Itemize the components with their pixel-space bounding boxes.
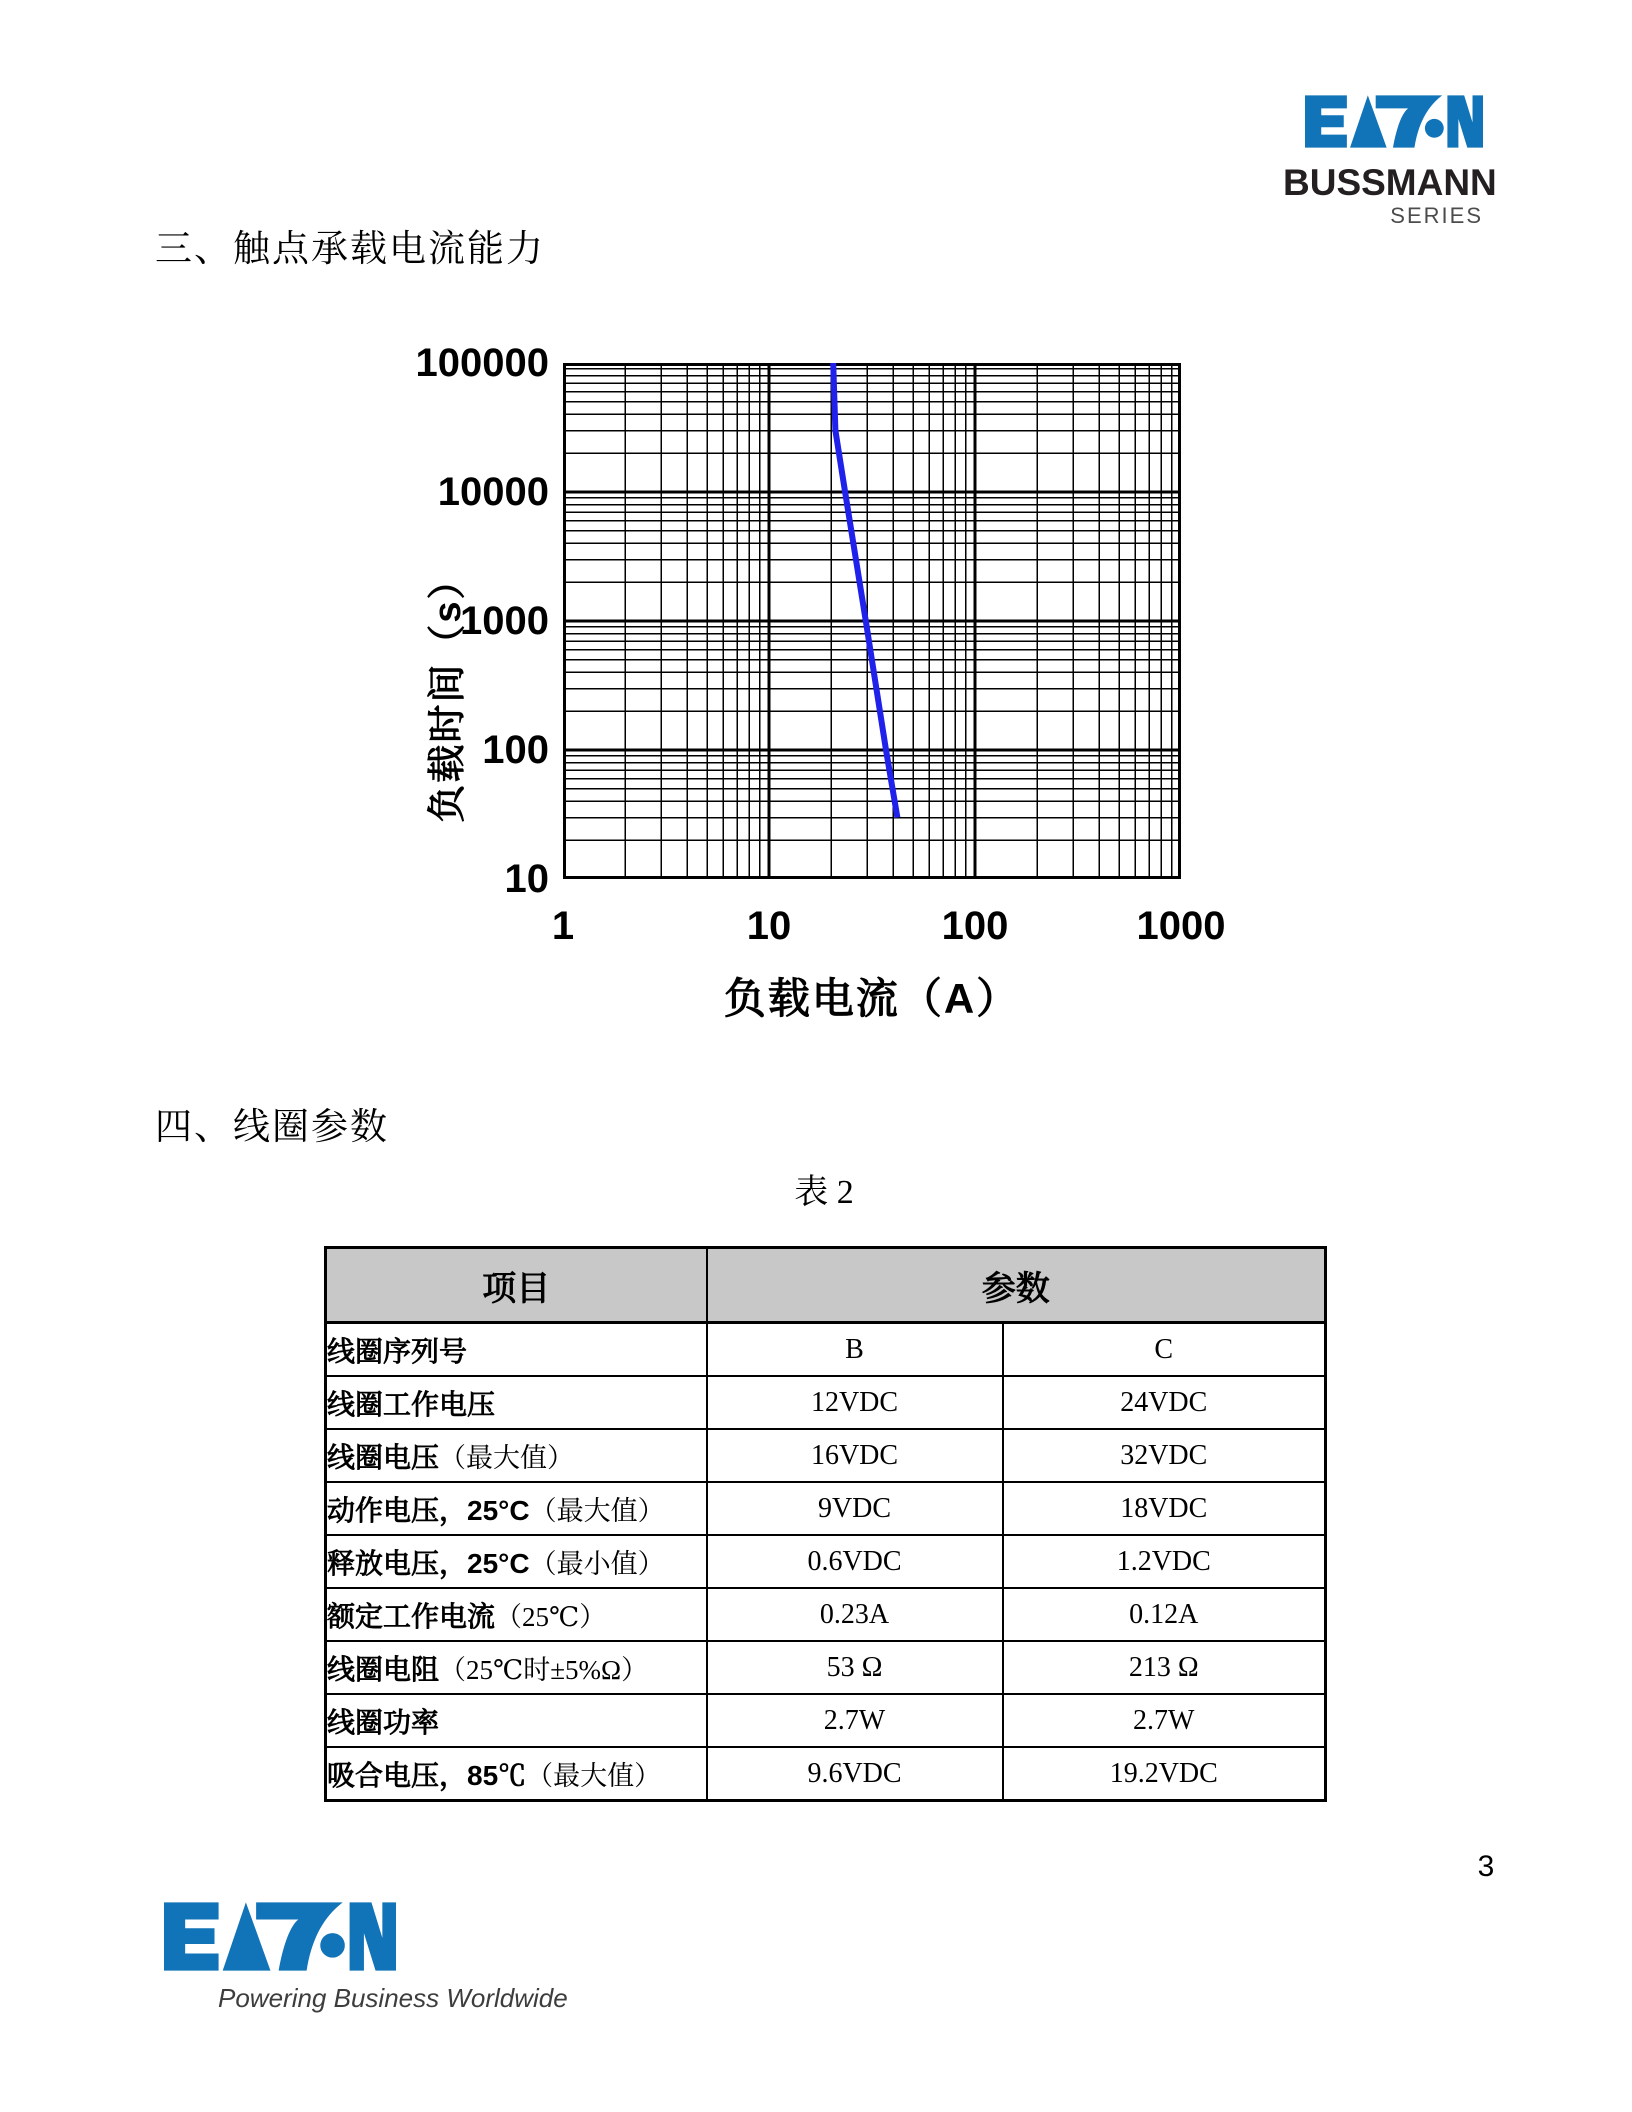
table-row — [326, 1535, 1326, 1588]
chart-x-axis-title: 负载电流（A） — [723, 975, 1021, 1022]
value-coil-c: 32VDC — [1003, 1429, 1326, 1482]
value-coil-c: 2.7W — [1003, 1694, 1326, 1747]
value-coil-c: 213 Ω — [1003, 1641, 1326, 1694]
table-row — [326, 1694, 1326, 1747]
bussmann-wordmark: BUSSMANN — [1283, 162, 1497, 203]
x-tick-label: 10 — [746, 904, 792, 948]
row-label: 线圈序列号 — [326, 1323, 707, 1377]
value-coil-b: 2.7W — [707, 1694, 1003, 1747]
row-label: 线圈电阻（25℃时±5%Ω） — [326, 1641, 707, 1694]
chart-y-axis-title: 负载时间（s） — [427, 559, 469, 823]
y-tick-label: 10 — [504, 857, 549, 901]
table-row — [326, 1641, 1326, 1694]
value-coil-c: C — [1003, 1323, 1326, 1377]
bussmann-brand-block — [1283, 95, 1497, 228]
eaton-footer-block — [164, 1902, 584, 2014]
value-coil-c: 19.2VDC — [1003, 1747, 1326, 1801]
table-header-item: 项目 — [326, 1248, 707, 1323]
value-coil-b: 16VDC — [707, 1429, 1003, 1482]
value-coil-b: 12VDC — [707, 1376, 1003, 1429]
value-coil-b: 53 Ω — [707, 1641, 1003, 1694]
value-coil-c: 24VDC — [1003, 1376, 1326, 1429]
contact-current-chart — [390, 330, 1270, 1050]
y-tick-label: 10000 — [437, 470, 549, 514]
row-label: 额定工作电流（25℃） — [326, 1588, 707, 1641]
eaton-tagline: Powering Business Worldwide — [218, 1983, 568, 2013]
value-coil-b: 0.23A — [707, 1588, 1003, 1641]
chart-plot-area — [563, 363, 1181, 879]
table-caption: 表 2 — [794, 1174, 854, 1211]
table-row — [326, 1376, 1326, 1429]
value-coil-b: 0.6VDC — [707, 1535, 1003, 1588]
y-tick-label: 100000 — [415, 341, 549, 385]
x-tick-label: 1000 — [1136, 904, 1226, 948]
value-coil-b: 9.6VDC — [707, 1747, 1003, 1801]
x-tick-label: 100 — [941, 904, 1009, 948]
value-coil-c: 0.12A — [1003, 1588, 1326, 1641]
row-label: 吸合电压，85℃（最大值） — [326, 1747, 707, 1801]
page-number: 3 — [1477, 1850, 1495, 1883]
table-header-params: 参数 — [707, 1248, 1326, 1323]
section3-heading: 三、触点承载电流能力 — [155, 229, 545, 270]
y-tick-label: 1000 — [460, 599, 549, 643]
row-label: 动作电压，25°C（最大值） — [326, 1482, 707, 1535]
row-label: 线圈功率 — [326, 1694, 707, 1747]
table-row — [326, 1482, 1326, 1535]
y-tick-label: 100 — [482, 728, 549, 772]
value-coil-c: 18VDC — [1003, 1482, 1326, 1535]
row-label: 释放电压，25°C（最小值） — [326, 1535, 707, 1588]
table-row — [326, 1747, 1326, 1801]
section4-heading: 四、线圈参数 — [155, 1107, 389, 1148]
row-label: 线圈工作电压 — [326, 1376, 707, 1429]
coil-parameters-table — [324, 1246, 1327, 1802]
series-wordmark: SERIES — [1390, 203, 1483, 228]
x-tick-label: 1 — [551, 904, 575, 948]
table-row — [326, 1429, 1326, 1482]
value-coil-b: 9VDC — [707, 1482, 1003, 1535]
table-row — [326, 1588, 1326, 1641]
value-coil-c: 1.2VDC — [1003, 1535, 1326, 1588]
row-label: 线圈电压（最大值） — [326, 1429, 707, 1482]
value-coil-b: B — [707, 1323, 1003, 1377]
eaton-logo-icon — [1305, 95, 1483, 148]
table-row — [326, 1323, 1326, 1377]
eaton-logo-icon — [164, 1902, 396, 1971]
table-header-row — [326, 1248, 1326, 1323]
